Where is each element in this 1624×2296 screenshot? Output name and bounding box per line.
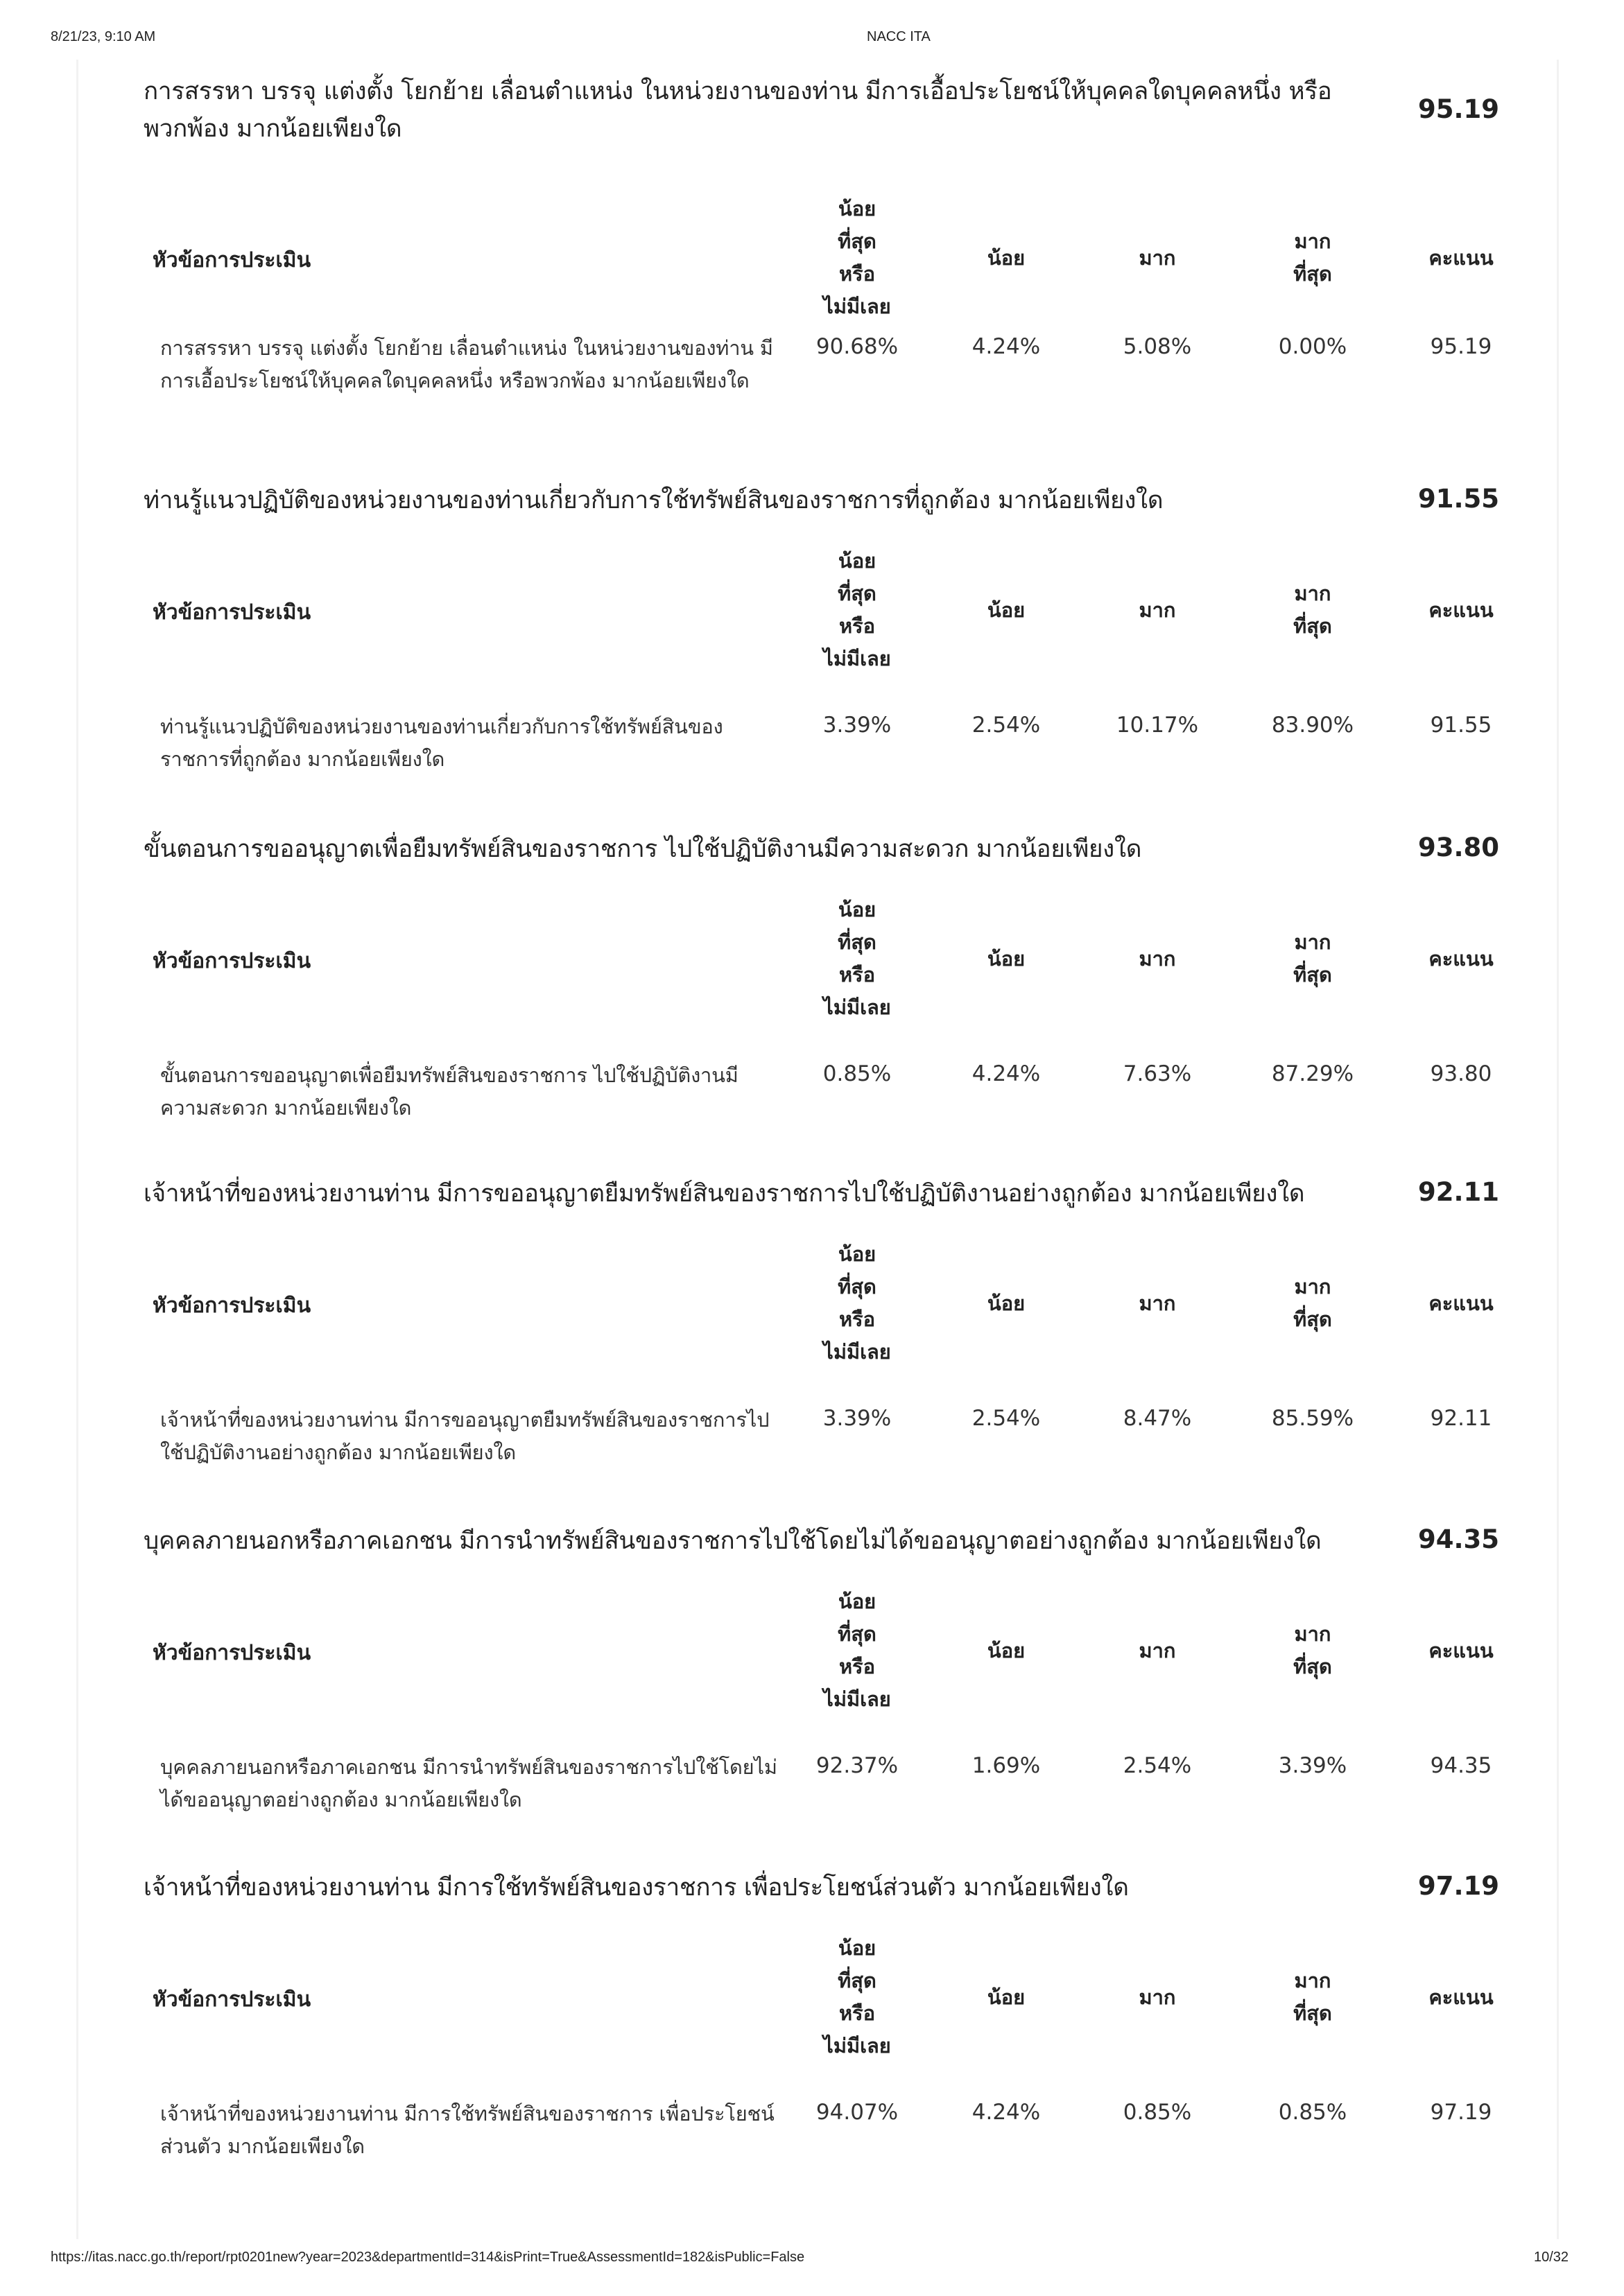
header-most [1237, 1618, 1388, 1683]
value-least-or-none: 3.39% [822, 1406, 892, 1431]
header-score: คะแนน [1428, 1292, 1494, 1315]
section-score: 91.55 [1417, 484, 1499, 514]
header-line: ที่สุด [838, 930, 876, 954]
section-score: 94.35 [1417, 1524, 1499, 1554]
row-description: ขั้นตอนการขออนุญาตเพื่อยืมทรัพย์สินของราชการ ไปใช้ปฏิบัติงานมีความสะดวก มากน้อยเพียงใด [160, 1063, 738, 1120]
row-description: บุคคลภายนอกหรือภาคเอกชน มีการนำทรัพย์สินของราชการไปใช้โดยไม่ได้ขออนุญาตอย่างถูกต้อง มากน้อยเพียงใด [160, 1755, 777, 1811]
header-more: มาก [1139, 1639, 1176, 1662]
header-line: ที่สุด [838, 1969, 876, 1992]
print-datetime: 8/21/23, 9:10 AM [51, 29, 156, 44]
section-title: ท่านรู้แนวปฏิบัติของหน่วยงานของท่านเกี่ยวกับการใช้ทรัพย์สินของราชการที่ถูกต้อง มากน้อยเพียงใด [144, 487, 1164, 514]
report-card [76, 60, 1559, 2239]
header-least-or-none [781, 1238, 933, 1368]
print-url: https://itas.nacc.go.th/report/rpt0201new?year=2023&departmentId=314&isPrint=True&AssessmentId=182&isPublic=False [51, 2250, 805, 2265]
value-least-or-none: 0.85% [822, 1061, 892, 1086]
header-less: น้อย [987, 1985, 1026, 2009]
section-title: การสรรหา บรรจุ แต่งตั้ง โยกย้าย เลื่อนตำแหน่ง ในหน่วยงานของท่าน มีการเอื้อประโยชน์ให้บุคคลใดบุคคลหนึ่ง หรือพวกพ้อง มากน้อยเพียงใด [144, 78, 1332, 143]
header-score: คะแนน [1428, 1985, 1494, 2009]
value-score: 95.19 [1430, 334, 1492, 359]
value-more: 2.54% [1123, 1753, 1192, 1778]
value-least-or-none: 92.37% [815, 1753, 899, 1778]
header-less: น้อย [987, 1292, 1026, 1315]
header-topic: หัวข้อการประเมิน [153, 949, 311, 973]
value-most: 3.39% [1278, 1753, 1347, 1778]
header-line: ไม่มีเลย [823, 647, 891, 670]
header-line: ที่สุด [838, 1622, 876, 1646]
section-score: 95.19 [1417, 94, 1499, 124]
header-most [1237, 1965, 1388, 2030]
header-line: ไม่มีเลย [823, 2034, 891, 2058]
header-more: มาก [1139, 598, 1176, 622]
header-score: คะแนน [1428, 246, 1494, 270]
header-most [1237, 926, 1388, 991]
header-line: มาก [1294, 930, 1331, 954]
header-most [1237, 1271, 1388, 1336]
header-topic: หัวข้อการประเมิน [153, 1988, 311, 2012]
value-score: 94.35 [1430, 1753, 1492, 1778]
value-least-or-none: 3.39% [822, 713, 892, 738]
value-least-or-none: 94.07% [815, 2100, 899, 2125]
header-line: มาก [1294, 1275, 1331, 1298]
header-line: ที่สุด [1293, 614, 1332, 638]
value-less: 2.54% [971, 1406, 1041, 1431]
header-line: ที่สุด [1293, 1655, 1332, 1678]
print-page-number: 10/32 [1534, 2250, 1569, 2265]
value-most: 85.59% [1271, 1406, 1354, 1431]
section-score: 92.11 [1417, 1177, 1499, 1207]
header-line: ที่สุด [1293, 963, 1332, 986]
section-title: เจ้าหน้าที่ของหน่วยงานท่าน มีการขออนุญาตยืมทรัพย์สินของราชการไปใช้ปฏิบัติงานอย่างถูกต้อง มากน้อยเพียงใด [144, 1180, 1305, 1208]
value-score: 91.55 [1430, 713, 1492, 738]
value-more: 8.47% [1123, 1406, 1192, 1431]
header-line: น้อย [838, 549, 876, 573]
value-score: 92.11 [1430, 1406, 1492, 1431]
section-title: บุคคลภายนอกหรือภาคเอกชน มีการนำทรัพย์สินของราชการไปใช้โดยไม่ได้ขออนุญาตอย่างถูกต้อง มากน้อยเพียงใด [144, 1527, 1322, 1555]
row-description: เจ้าหน้าที่ของหน่วยงานท่าน มีการขออนุญาตยืมทรัพย์สินของราชการไปใช้ปฏิบัติงานอย่างถูกต้อง มากน้อยเพียงใด [160, 1408, 770, 1464]
header-more: มาก [1139, 1292, 1176, 1315]
section-title: ขั้นตอนการขออนุญาตเพื่อยืมทรัพย์สินของราชการ ไปใช้ปฏิบัติงานมีความสะดวก มากน้อยเพียงใด [144, 835, 1142, 863]
value-more: 7.63% [1123, 1061, 1192, 1086]
header-more: มาก [1139, 246, 1176, 270]
header-score: คะแนน [1428, 1639, 1494, 1662]
header-line: ที่สุด [1293, 2001, 1332, 2025]
header-line: หรือ [838, 2001, 876, 2025]
header-topic: หัวข้อการประเมิน [153, 248, 311, 272]
header-line: น้อย [838, 197, 876, 220]
header-line: น้อย [838, 1936, 876, 1960]
header-least-or-none [781, 894, 933, 1024]
header-more: มาก [1139, 947, 1176, 971]
header-line: หรือ [838, 262, 876, 286]
header-most [1237, 225, 1388, 290]
header-less: น้อย [987, 246, 1026, 270]
header-line: มาก [1294, 1969, 1331, 1992]
header-topic: หัวข้อการประเมิน [153, 600, 311, 625]
header-line: หรือ [838, 614, 876, 638]
section-score: 93.80 [1417, 833, 1499, 862]
header-topic: หัวข้อการประเมิน [153, 1641, 311, 1665]
header-line: มาก [1294, 582, 1331, 605]
header-line: ไม่มีเลย [823, 1687, 891, 1711]
value-most: 0.85% [1278, 2100, 1347, 2125]
header-line: ไม่มีเลย [823, 1340, 891, 1364]
header-line: ที่สุด [1293, 262, 1332, 286]
header-line: หรือ [838, 1307, 876, 1331]
header-line: มาก [1294, 1622, 1331, 1646]
header-score: คะแนน [1428, 947, 1494, 971]
value-most: 87.29% [1271, 1061, 1354, 1086]
header-less: น้อย [987, 598, 1026, 622]
value-less: 2.54% [971, 713, 1041, 738]
header-least-or-none [781, 1932, 933, 2062]
value-least-or-none: 90.68% [815, 334, 899, 359]
header-line: หรือ [838, 1655, 876, 1678]
value-less: 4.24% [971, 1061, 1041, 1086]
header-least-or-none [781, 1585, 933, 1716]
value-score: 93.80 [1430, 1061, 1492, 1086]
header-line: น้อย [838, 1590, 876, 1613]
header-line: ไม่มีเลย [823, 995, 891, 1019]
header-line: น้อย [838, 1242, 876, 1266]
header-less: น้อย [987, 947, 1026, 971]
section-title: เจ้าหน้าที่ของหน่วยงานท่าน มีการใช้ทรัพย์สินของราชการ เพื่อประโยชน์ส่วนตัว มากน้อยเพียงใด [144, 1874, 1129, 1902]
value-more: 10.17% [1116, 713, 1199, 738]
row-description: การสรรหา บรรจุ แต่งตั้ง โยกย้าย เลื่อนตำแหน่ง ในหน่วยงานของท่าน มีการเอื้อประโยชน์ให้บุคคลใดบุคคลหนึ่ง หรือพวกพ้อง มากน้อยเพียงใด [160, 336, 773, 392]
header-line: ที่สุด [838, 1275, 876, 1298]
value-score: 97.19 [1430, 2100, 1492, 2125]
header-line: ไม่มีเลย [823, 295, 891, 318]
header-line: ที่สุด [838, 229, 876, 253]
value-less: 1.69% [971, 1753, 1041, 1778]
value-most: 83.90% [1271, 713, 1354, 738]
row-description: ท่านรู้แนวปฏิบัติของหน่วยงานของท่านเกี่ยวกับการใช้ทรัพย์สินของราชการที่ถูกต้อง มากน้อยเพียงใด [160, 715, 723, 771]
value-more: 0.85% [1123, 2100, 1192, 2125]
header-more: มาก [1139, 1985, 1176, 2009]
section-score: 97.19 [1417, 1871, 1499, 1901]
header-least-or-none [781, 545, 933, 675]
value-most: 0.00% [1278, 334, 1347, 359]
header-line: ที่สุด [1293, 1307, 1332, 1331]
print-page-title: NACC ITA [867, 29, 931, 44]
header-line: หรือ [838, 963, 876, 986]
row-description: เจ้าหน้าที่ของหน่วยงานท่าน มีการใช้ทรัพย์สินของราชการ เพื่อประโยชน์ส่วนตัว มากน้อยเพียงใด [160, 2102, 775, 2158]
value-less: 4.24% [971, 2100, 1041, 2125]
header-line: ที่สุด [838, 582, 876, 605]
header-topic: หัวข้อการประเมิน [153, 1294, 311, 1318]
header-less: น้อย [987, 1639, 1026, 1662]
value-less: 4.24% [971, 334, 1041, 359]
header-least-or-none [781, 193, 933, 323]
value-more: 5.08% [1123, 334, 1192, 359]
header-line: มาก [1294, 229, 1331, 253]
header-score: คะแนน [1428, 598, 1494, 622]
header-most [1237, 577, 1388, 643]
header-line: น้อย [838, 898, 876, 921]
